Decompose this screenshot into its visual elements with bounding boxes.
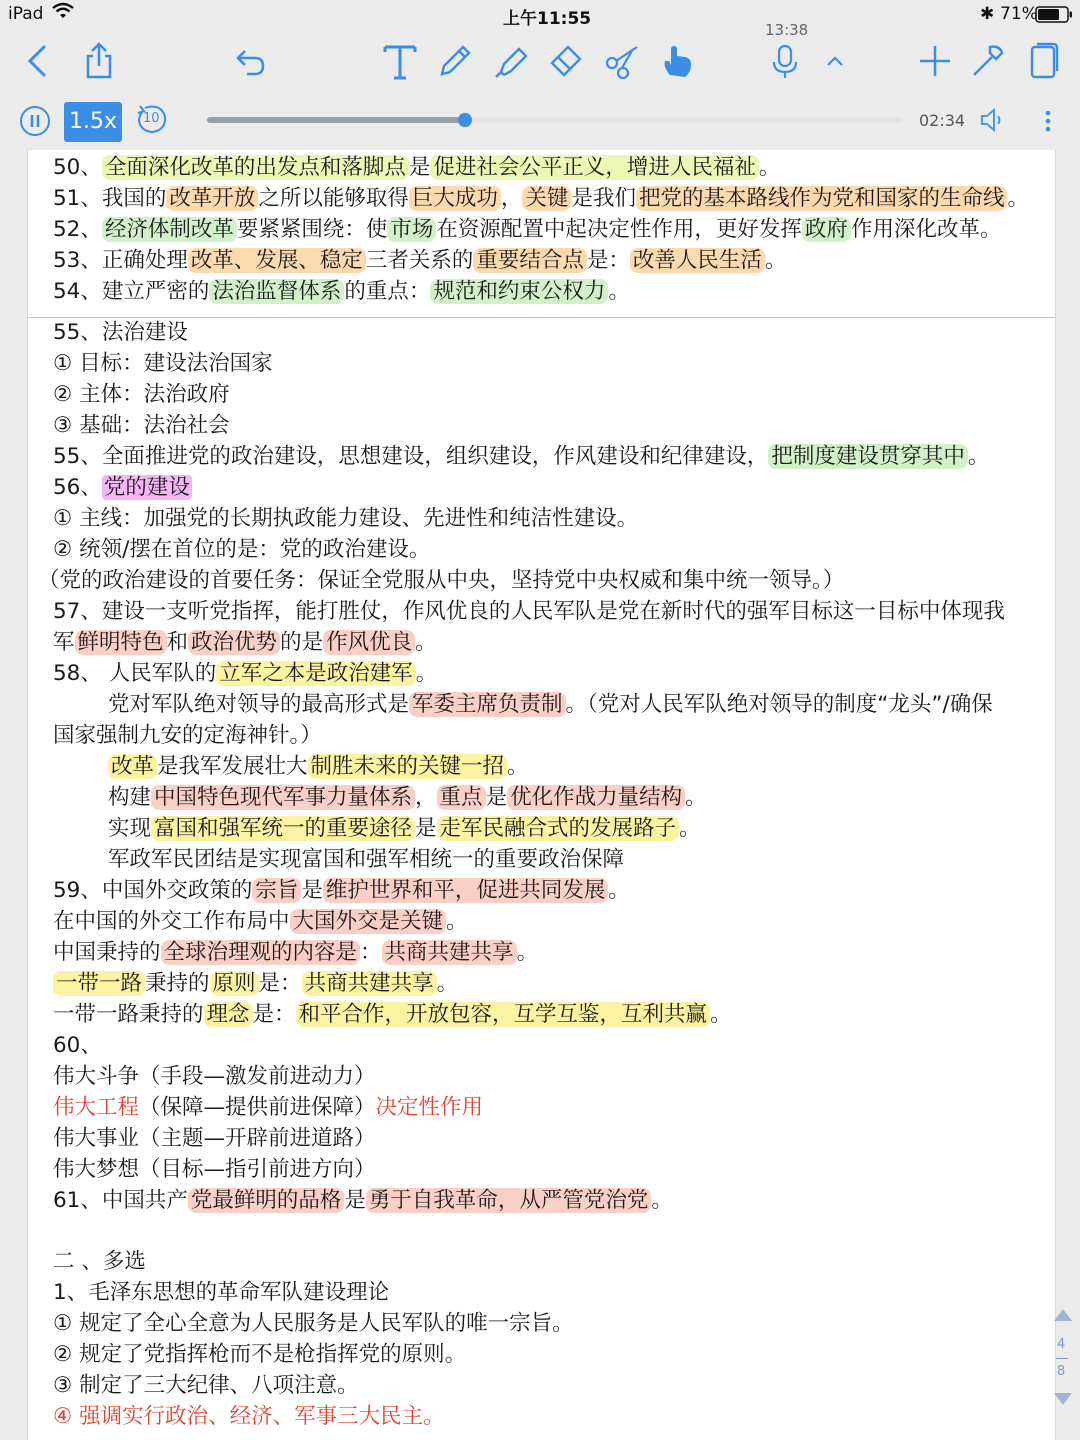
note-line <box>53 720 322 751</box>
note-text: 中国秉持的 <box>53 940 161 965</box>
note-line <box>53 348 273 379</box>
audio-player <box>0 92 1080 150</box>
note-text: 秉持的 <box>145 971 210 996</box>
wifi-icon <box>52 2 74 25</box>
highlighted-text: 规范和约束公权力 <box>430 279 608 304</box>
note-line <box>53 472 192 503</box>
note-text: 。 <box>608 279 630 304</box>
note-text: 军 <box>53 630 75 655</box>
highlighter-tool-icon[interactable] <box>488 38 534 84</box>
highlighted-text: 政府 <box>802 217 851 242</box>
note-text: 在资源配置中起决定性作用，更好发挥 <box>436 217 802 242</box>
note-text: 50、 <box>53 155 102 180</box>
note-text: 伟大工程 <box>53 1095 140 1120</box>
highlighted-text: 共商共建共享 <box>382 940 517 965</box>
highlighted-text: 全面深化改革的出发点和落脚点 <box>102 155 409 180</box>
page-separator <box>1056 1358 1068 1359</box>
highlighted-text: 改善人民生活 <box>630 248 765 273</box>
wrench-icon[interactable] <box>965 38 1011 84</box>
note-line <box>108 844 624 875</box>
pause-button[interactable] <box>19 105 51 137</box>
note-text: 是： <box>586 248 630 273</box>
note-line <box>53 1185 673 1216</box>
note-text: 是 <box>408 155 431 180</box>
note-line <box>53 534 430 565</box>
note-text: 是 <box>485 785 508 810</box>
note-text: 是 <box>301 878 323 903</box>
note-text: 57、建设一支听党指挥，能打胜仗，作风优良的人民军队是党在新时代的强军目标这一目标中体现我 <box>53 599 1005 624</box>
highlighted-text: 关键 <box>522 186 571 211</box>
note-text: 作用深化改革。 <box>850 217 1002 242</box>
note-text: 55、法治建设 <box>53 320 188 345</box>
note-line <box>53 658 437 689</box>
highlighted-text: 勇于自我革命，从严管党治党 <box>366 1188 652 1213</box>
note-line <box>53 1308 574 1339</box>
note-text: 。 <box>415 661 438 686</box>
note-line <box>53 214 1001 245</box>
current-page: 4 <box>1057 1337 1066 1352</box>
recording-time: 13:38 <box>765 21 809 39</box>
note-text: 。 <box>446 909 468 934</box>
note-line <box>53 627 437 658</box>
note-text: 52、 <box>53 217 102 242</box>
note-text: ， <box>500 186 523 211</box>
highlighted-text: 中国特色现代军事力量体系 <box>151 785 415 810</box>
note-line <box>53 1246 146 1277</box>
note-text: 是 <box>344 1188 366 1213</box>
text-tool-icon[interactable] <box>377 38 423 84</box>
more-options-icon[interactable] <box>1040 108 1056 134</box>
note-text: ③ 基础：法治社会 <box>53 413 230 438</box>
highlighted-text: 作风优良 <box>323 630 415 655</box>
highlighted-text: 政治优势 <box>188 630 280 655</box>
note-line <box>53 875 630 906</box>
lasso-scissors-icon[interactable] <box>600 38 646 84</box>
note-text: （保障—提供前进保障） <box>139 1095 376 1120</box>
status-bar <box>0 0 1080 30</box>
skip-seconds: 10 <box>143 111 160 126</box>
eraser-tool-icon[interactable] <box>543 38 589 84</box>
progress-track[interactable] <box>207 117 903 123</box>
skip-back-icon[interactable] <box>135 102 169 136</box>
note-text: ② 主体：法治政府 <box>53 382 230 407</box>
note-text: ④ 强调实行政治、经济、军事三大民主。 <box>53 1404 445 1429</box>
note-text: ： <box>360 940 382 965</box>
note-line <box>53 1123 376 1154</box>
bluetooth-icon: ✱ <box>980 4 995 24</box>
note-text: 党对军队绝对领导的最高形式是 <box>108 692 410 717</box>
page-indicator[interactable] <box>1052 1306 1074 1410</box>
note-text: 。 <box>507 754 529 779</box>
note-text: 58、 人民军队的 <box>53 661 217 686</box>
note-text: ① 规定了全心全意为人民服务是人民军队的唯一宗旨。 <box>53 1311 574 1336</box>
note-text: 。 <box>608 878 630 903</box>
note-text: 实现 <box>108 816 152 841</box>
note-text: 。 <box>516 940 539 965</box>
highlighted-text: 市场 <box>387 217 436 242</box>
note-line <box>53 596 1005 627</box>
note-text: 。 <box>685 785 707 810</box>
note-line <box>53 503 638 534</box>
note-text: 54、建立严密的 <box>53 279 210 304</box>
pen-tool-icon[interactable] <box>432 38 478 84</box>
pages-icon[interactable] <box>1020 38 1066 84</box>
note-text: 军政军民团结是实现富国和强军相统一的重要政治保障 <box>108 847 625 872</box>
total-pages: 8 <box>1057 1364 1066 1379</box>
hand-scroll-icon[interactable] <box>655 38 701 84</box>
note-line <box>53 410 230 441</box>
note-line <box>53 245 786 276</box>
note-line <box>108 813 701 844</box>
highlighted-text: 维护世界和平，促进共同发展 <box>323 878 609 903</box>
note-line <box>53 1030 102 1061</box>
note-line <box>53 937 538 968</box>
highlighted-text: 重要结合点 <box>473 248 587 273</box>
note-line <box>53 968 458 999</box>
highlighted-text: 把党的基本路线作为党和国家的生命线 <box>636 186 1008 211</box>
highlighted-text: 制胜未来的关键一招 <box>308 754 508 779</box>
highlighted-text: 一带一路 <box>53 971 145 996</box>
playback-speed-button[interactable]: 1.5x <box>64 102 122 142</box>
note-line <box>53 999 732 1030</box>
highlighted-text: 军委主席负责制 <box>409 692 566 717</box>
note-text: ② 统领/摆在首位的是：党的政治建设。 <box>53 537 431 562</box>
battery-icon <box>1035 6 1073 28</box>
highlighted-text: 走军民融合式的发展路子 <box>437 816 680 841</box>
highlighted-text: 改革 <box>108 754 157 779</box>
chevron-up-icon[interactable] <box>812 38 858 84</box>
highlighted-text: 党的建设 <box>103 475 190 500</box>
note-text: 是我们 <box>571 186 636 211</box>
note-text: 是： <box>252 1002 296 1027</box>
note-line <box>53 1339 466 1370</box>
note-line <box>53 1061 376 1092</box>
add-icon[interactable] <box>912 38 958 84</box>
highlighted-text: 全球治理观的内容是 <box>161 940 361 965</box>
note-text: 伟大梦想（目标—指引前进方向） <box>53 1157 376 1182</box>
highlighted-text: 优化作战力量结构 <box>507 785 685 810</box>
note-text: 伟大斗争（手段—激发前进动力） <box>53 1064 376 1089</box>
page-up-icon[interactable] <box>1052 1306 1074 1324</box>
note-text: 59、中国外交政策的 <box>53 878 253 903</box>
note-line <box>53 906 468 937</box>
note-line <box>53 1370 359 1401</box>
toolbar <box>0 21 1080 92</box>
back-icon[interactable] <box>15 38 61 84</box>
highlighted-text: 理念 <box>204 1002 253 1027</box>
note-line <box>53 1092 483 1123</box>
note-line <box>53 1154 376 1185</box>
highlighted-text: 大国外交是关键 <box>290 909 447 934</box>
undo-icon[interactable] <box>226 38 272 84</box>
highlighted-text: 共商共建共享 <box>302 971 437 996</box>
note-text: ① 目标：建设法治国家 <box>53 351 273 376</box>
note-line <box>53 317 188 348</box>
note-text: 。 <box>679 816 701 841</box>
note-text: 。 <box>1007 186 1029 211</box>
elapsed-time: 02:34 <box>919 111 966 130</box>
device-name: iPad <box>8 4 44 24</box>
note-text: 61、中国共产 <box>53 1188 188 1213</box>
highlighted-text: 把制度建设贯穿其中 <box>768 444 968 469</box>
note-text: 是 <box>415 816 437 841</box>
highlighted-text: 促进社会公平正义，增进人民福祉 <box>430 155 759 180</box>
note-text: 决定性作用 <box>375 1095 484 1120</box>
note-text: 的重点： <box>344 279 431 304</box>
note-text: 。 <box>651 1188 673 1213</box>
note-text: ③ 制定了三大纪律、八项注意。 <box>53 1373 359 1398</box>
highlighted-text: 改革、发展、稳定 <box>188 248 366 273</box>
note-text: 56、 <box>53 475 102 500</box>
note-text: 51、我国的 <box>53 186 167 211</box>
highlighted-text: 原则 <box>210 971 259 996</box>
note-text: 60、 <box>53 1033 102 1058</box>
note-text: 。（党对人民军队绝对领导的制度“龙头”/确保 <box>565 692 993 717</box>
note-line <box>53 1401 445 1432</box>
note-line <box>53 276 630 307</box>
note-text: 和 <box>166 630 189 655</box>
clock: 上午11:55 <box>503 9 592 29</box>
note-line <box>108 751 529 782</box>
note-text: 伟大事业（主题—开辟前进道路） <box>53 1126 376 1151</box>
note-line <box>38 565 844 596</box>
note-text: 1、毛泽东思想的革命军队建设理论 <box>53 1280 390 1305</box>
note-text: 。 <box>436 971 459 996</box>
note-line <box>53 1277 389 1308</box>
share-icon[interactable] <box>76 38 122 84</box>
note-text: 三者关系的 <box>365 248 474 273</box>
note-text: ， <box>415 785 437 810</box>
note-text: ② 规定了党指挥枪而不是枪指挥党的原则。 <box>53 1342 467 1367</box>
progress-handle[interactable] <box>458 113 472 127</box>
note-text: 是我军发展壮大 <box>157 754 308 779</box>
highlighted-text: 宗旨 <box>252 878 301 903</box>
note-text: 。 <box>764 248 787 273</box>
highlighted-text: 立军之本是政治建军 <box>216 661 416 686</box>
note-text: 的是 <box>280 630 324 655</box>
note-text: 53、正确处理 <box>53 248 188 273</box>
note-line <box>108 782 707 813</box>
highlighted-text: 法治监督体系 <box>209 279 344 304</box>
highlighted-text: 富国和强军统一的重要途径 <box>151 816 415 841</box>
note-line <box>53 152 780 183</box>
highlighted-text: 重点 <box>437 785 486 810</box>
note-text: 。 <box>758 155 781 180</box>
highlighted-text: 党最鲜明的品格 <box>188 1188 345 1213</box>
note-text: 。 <box>967 444 990 469</box>
note-text: 。 <box>415 630 437 655</box>
note-text: 。 <box>710 1002 732 1027</box>
note-line <box>53 379 230 410</box>
note-text: ① 主线：加强党的长期执政能力建设、先进性和纯洁性建设。 <box>53 506 639 531</box>
note-line <box>53 441 989 472</box>
note-line <box>53 183 1029 214</box>
highlighted-text: 巨大成功 <box>409 186 501 211</box>
note-text: 之所以能够取得 <box>258 186 409 211</box>
note-line <box>108 689 993 720</box>
highlighted-text: 改革开放 <box>166 186 258 211</box>
note-text: 国家强制九安的定海神针。） <box>53 723 322 748</box>
progress-fill <box>207 117 465 123</box>
microphone-icon[interactable] <box>762 38 808 84</box>
battery-percent: 71% <box>1000 4 1038 24</box>
note-text: 二 、多选 <box>53 1249 146 1274</box>
note-text: 是： <box>258 971 302 996</box>
note-text: 在中国的外交工作布局中 <box>53 909 290 934</box>
highlighted-text: 和平合作，开放包容，互学互鉴，互利共赢 <box>296 1002 711 1027</box>
note-text: 构建 <box>108 785 152 810</box>
page-down-icon[interactable] <box>1052 1390 1074 1408</box>
note-text: 要紧紧围绕：使 <box>236 217 388 242</box>
note-text: （党的政治建设的首要任务：保证全党服从中央，坚持党中央权威和集中统一领导。） <box>38 568 845 593</box>
highlighted-text: 经济体制改革 <box>102 217 237 242</box>
volume-icon[interactable] <box>978 106 1006 134</box>
note-text: 一带一路秉持的 <box>53 1002 204 1027</box>
note-text: 55、全面推进党的政治建设，思想建设，组织建设，作风建设和纪律建设， <box>53 444 769 469</box>
highlighted-text: 鲜明特色 <box>75 630 167 655</box>
note-page[interactable] <box>27 150 1056 1440</box>
